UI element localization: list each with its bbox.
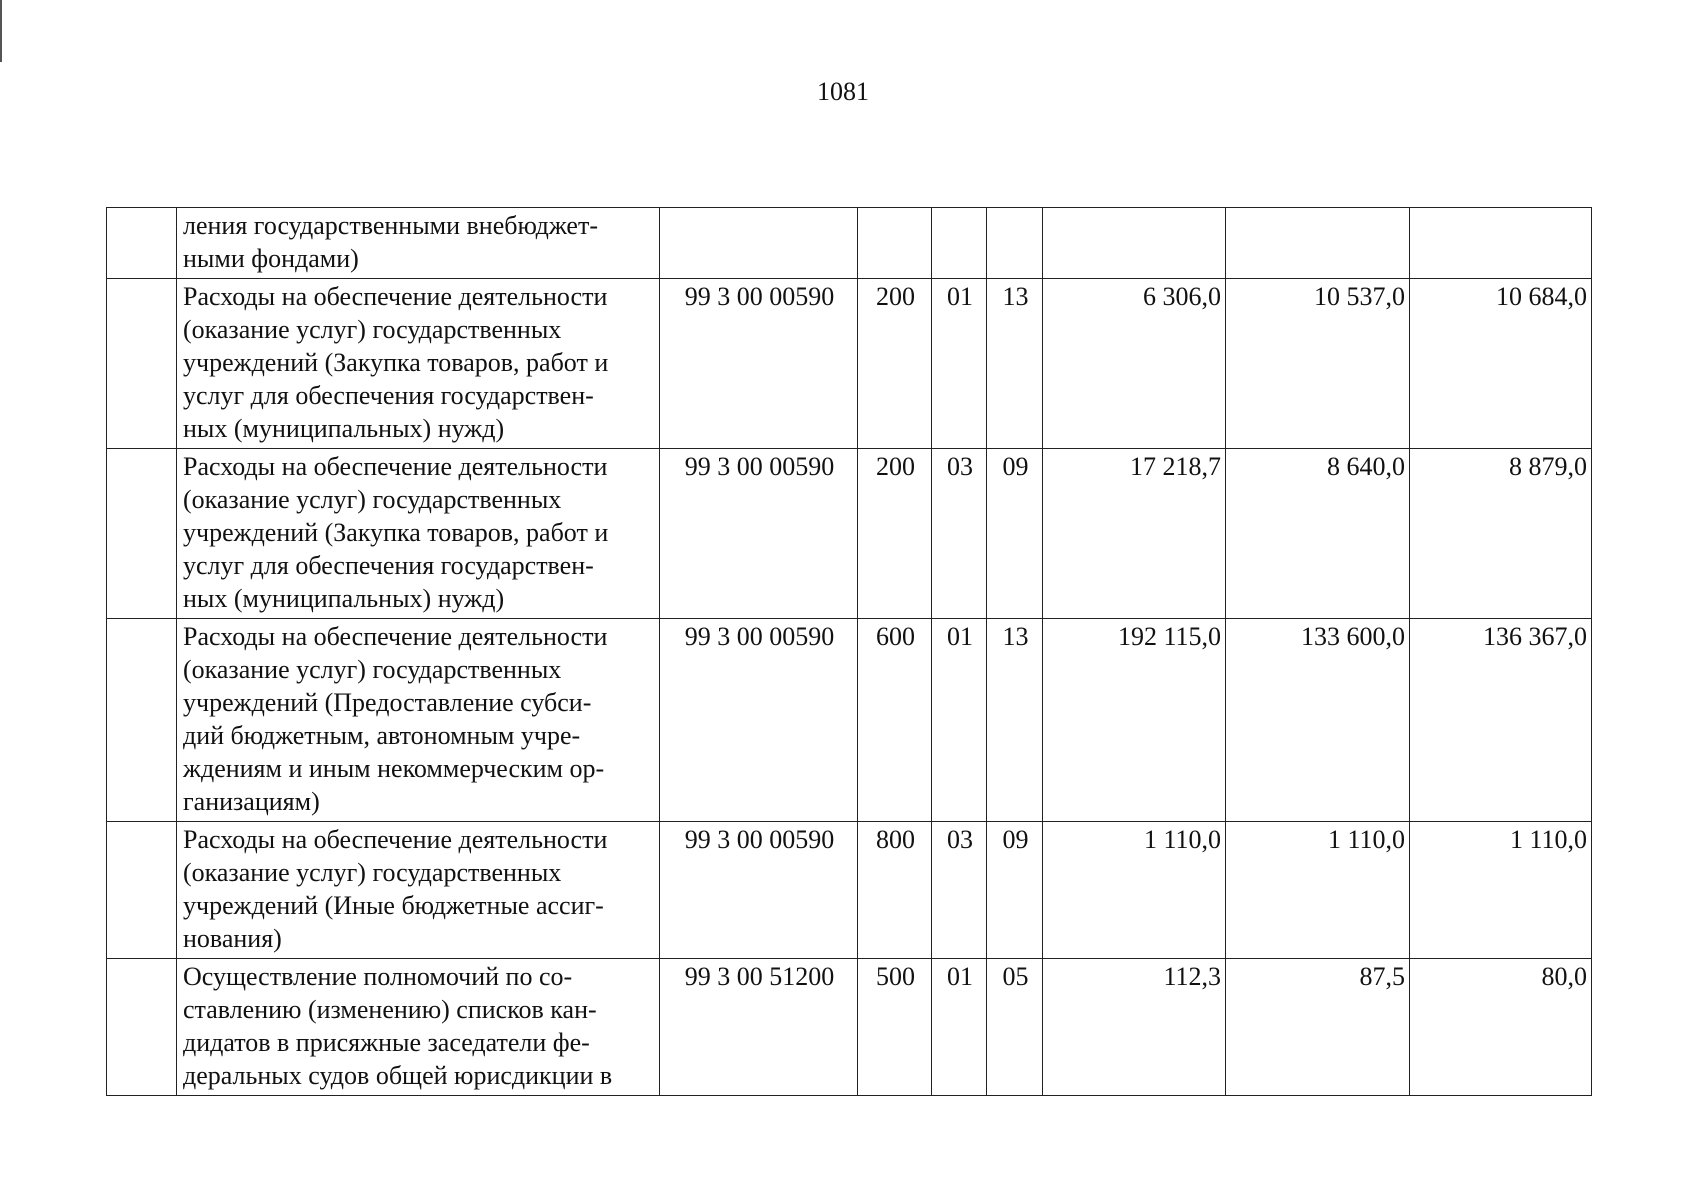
description-line: ными фондами) bbox=[183, 244, 359, 273]
subsection-cell: 09 bbox=[987, 449, 1043, 619]
amount-year1-cell: 1 110,0 bbox=[1043, 822, 1226, 959]
description-line: учреждений (Закупка товаров, работ и bbox=[183, 518, 609, 547]
amount-year2-cell: 8 640,0 bbox=[1226, 449, 1410, 619]
description-line: Осуществление полномочий по со- bbox=[183, 962, 573, 991]
subsection-cell: 05 bbox=[987, 959, 1043, 1096]
row-index-cell bbox=[107, 619, 177, 822]
description-line: нования) bbox=[183, 924, 282, 953]
description-line: учреждений (Закупка товаров, работ и bbox=[183, 348, 609, 377]
table-row bbox=[107, 959, 1592, 1096]
description-line: учреждений (Предоставление субси- bbox=[183, 688, 592, 717]
expense-type-cell bbox=[858, 208, 932, 279]
expense-type-cell: 500 bbox=[858, 959, 932, 1096]
description-line: дий бюджетным, автономным учре- bbox=[183, 721, 581, 750]
target-code-cell: 99 3 00 00590 bbox=[660, 449, 858, 619]
table-row bbox=[107, 822, 1592, 959]
description-line: (оказание услуг) государственных bbox=[183, 315, 562, 344]
subsection-cell: 13 bbox=[987, 279, 1043, 449]
expense-type-cell: 800 bbox=[858, 822, 932, 959]
target-code-cell: 99 3 00 00590 bbox=[660, 619, 858, 822]
subsection-cell: 13 bbox=[987, 619, 1043, 822]
amount-year2-cell: 133 600,0 bbox=[1226, 619, 1410, 822]
row-index-cell bbox=[107, 208, 177, 279]
amount-year3-cell bbox=[1410, 208, 1592, 279]
amount-year1-cell: 112,3 bbox=[1043, 959, 1226, 1096]
amount-year1-cell: 6 306,0 bbox=[1043, 279, 1226, 449]
description-line: ждениям и иным некоммерческим ор- bbox=[183, 754, 605, 783]
description-cell bbox=[177, 279, 660, 449]
expense-type-cell: 200 bbox=[858, 279, 932, 449]
description-line: услуг для обеспечения государствен- bbox=[183, 381, 594, 410]
amount-year2-cell: 87,5 bbox=[1226, 959, 1410, 1096]
description-cell bbox=[177, 822, 660, 959]
description-line: Расходы на обеспечение деятельности bbox=[183, 452, 608, 481]
description-cell bbox=[177, 959, 660, 1096]
description-line: дидатов в присяжные заседатели фе- bbox=[183, 1028, 590, 1057]
table-row bbox=[107, 279, 1592, 449]
target-code-cell: 99 3 00 00590 bbox=[660, 822, 858, 959]
description-line: ставлению (изменению) списков кан- bbox=[183, 995, 597, 1024]
target-code-cell: 99 3 00 00590 bbox=[660, 279, 858, 449]
description-line: Расходы на обеспечение деятельности bbox=[183, 825, 608, 854]
description-line: ления государственными внебюджет- bbox=[183, 211, 598, 240]
amount-year1-cell: 17 218,7 bbox=[1043, 449, 1226, 619]
budget-table bbox=[106, 207, 1592, 1096]
row-index-cell bbox=[107, 449, 177, 619]
row-index-cell bbox=[107, 822, 177, 959]
row-index-cell bbox=[107, 959, 177, 1096]
table-row bbox=[107, 619, 1592, 822]
section-cell bbox=[932, 208, 987, 279]
section-cell: 03 bbox=[932, 449, 987, 619]
section-cell: 03 bbox=[932, 822, 987, 959]
subsection-cell bbox=[987, 208, 1043, 279]
amount-year2-cell: 10 537,0 bbox=[1226, 279, 1410, 449]
amount-year1-cell: 192 115,0 bbox=[1043, 619, 1226, 822]
page-number: 1081 bbox=[817, 77, 869, 106]
table-row bbox=[107, 449, 1592, 619]
description-line: (оказание услуг) государственных bbox=[183, 655, 562, 684]
amount-year3-cell: 10 684,0 bbox=[1410, 279, 1592, 449]
description-line: ных (муниципальных) нужд) bbox=[183, 584, 505, 613]
description-cell bbox=[177, 449, 660, 619]
description-cell bbox=[177, 619, 660, 822]
section-cell: 01 bbox=[932, 619, 987, 822]
description-line: Расходы на обеспечение деятельности bbox=[183, 282, 608, 311]
row-index-cell bbox=[107, 279, 177, 449]
section-cell: 01 bbox=[932, 279, 987, 449]
amount-year2-cell bbox=[1226, 208, 1410, 279]
amount-year1-cell bbox=[1043, 208, 1226, 279]
description-line: Расходы на обеспечение деятельности bbox=[183, 622, 608, 651]
expense-type-cell: 200 bbox=[858, 449, 932, 619]
amount-year3-cell: 80,0 bbox=[1410, 959, 1592, 1096]
description-line: (оказание услуг) государственных bbox=[183, 485, 562, 514]
section-cell: 01 bbox=[932, 959, 987, 1096]
description-cell bbox=[177, 208, 660, 279]
description-line: ных (муниципальных) нужд) bbox=[183, 414, 505, 443]
description-line: ганизациям) bbox=[183, 787, 320, 816]
description-line: (оказание услуг) государственных bbox=[183, 858, 562, 887]
target-code-cell bbox=[660, 208, 858, 279]
description-line: услуг для обеспечения государствен- bbox=[183, 551, 594, 580]
amount-year3-cell: 1 110,0 bbox=[1410, 822, 1592, 959]
amount-year2-cell: 1 110,0 bbox=[1226, 822, 1410, 959]
description-line: деральных судов общей юрисдикции в bbox=[183, 1061, 613, 1090]
description-line: учреждений (Иные бюджетные ассиг- bbox=[183, 891, 604, 920]
expense-type-cell: 600 bbox=[858, 619, 932, 822]
amount-year3-cell: 136 367,0 bbox=[1410, 619, 1592, 822]
table-row bbox=[107, 208, 1592, 279]
amount-year3-cell: 8 879,0 bbox=[1410, 449, 1592, 619]
target-code-cell: 99 3 00 51200 bbox=[660, 959, 858, 1096]
scan-edge-mark bbox=[0, 0, 2, 62]
budget-table-body bbox=[107, 208, 1592, 1096]
subsection-cell: 09 bbox=[987, 822, 1043, 959]
